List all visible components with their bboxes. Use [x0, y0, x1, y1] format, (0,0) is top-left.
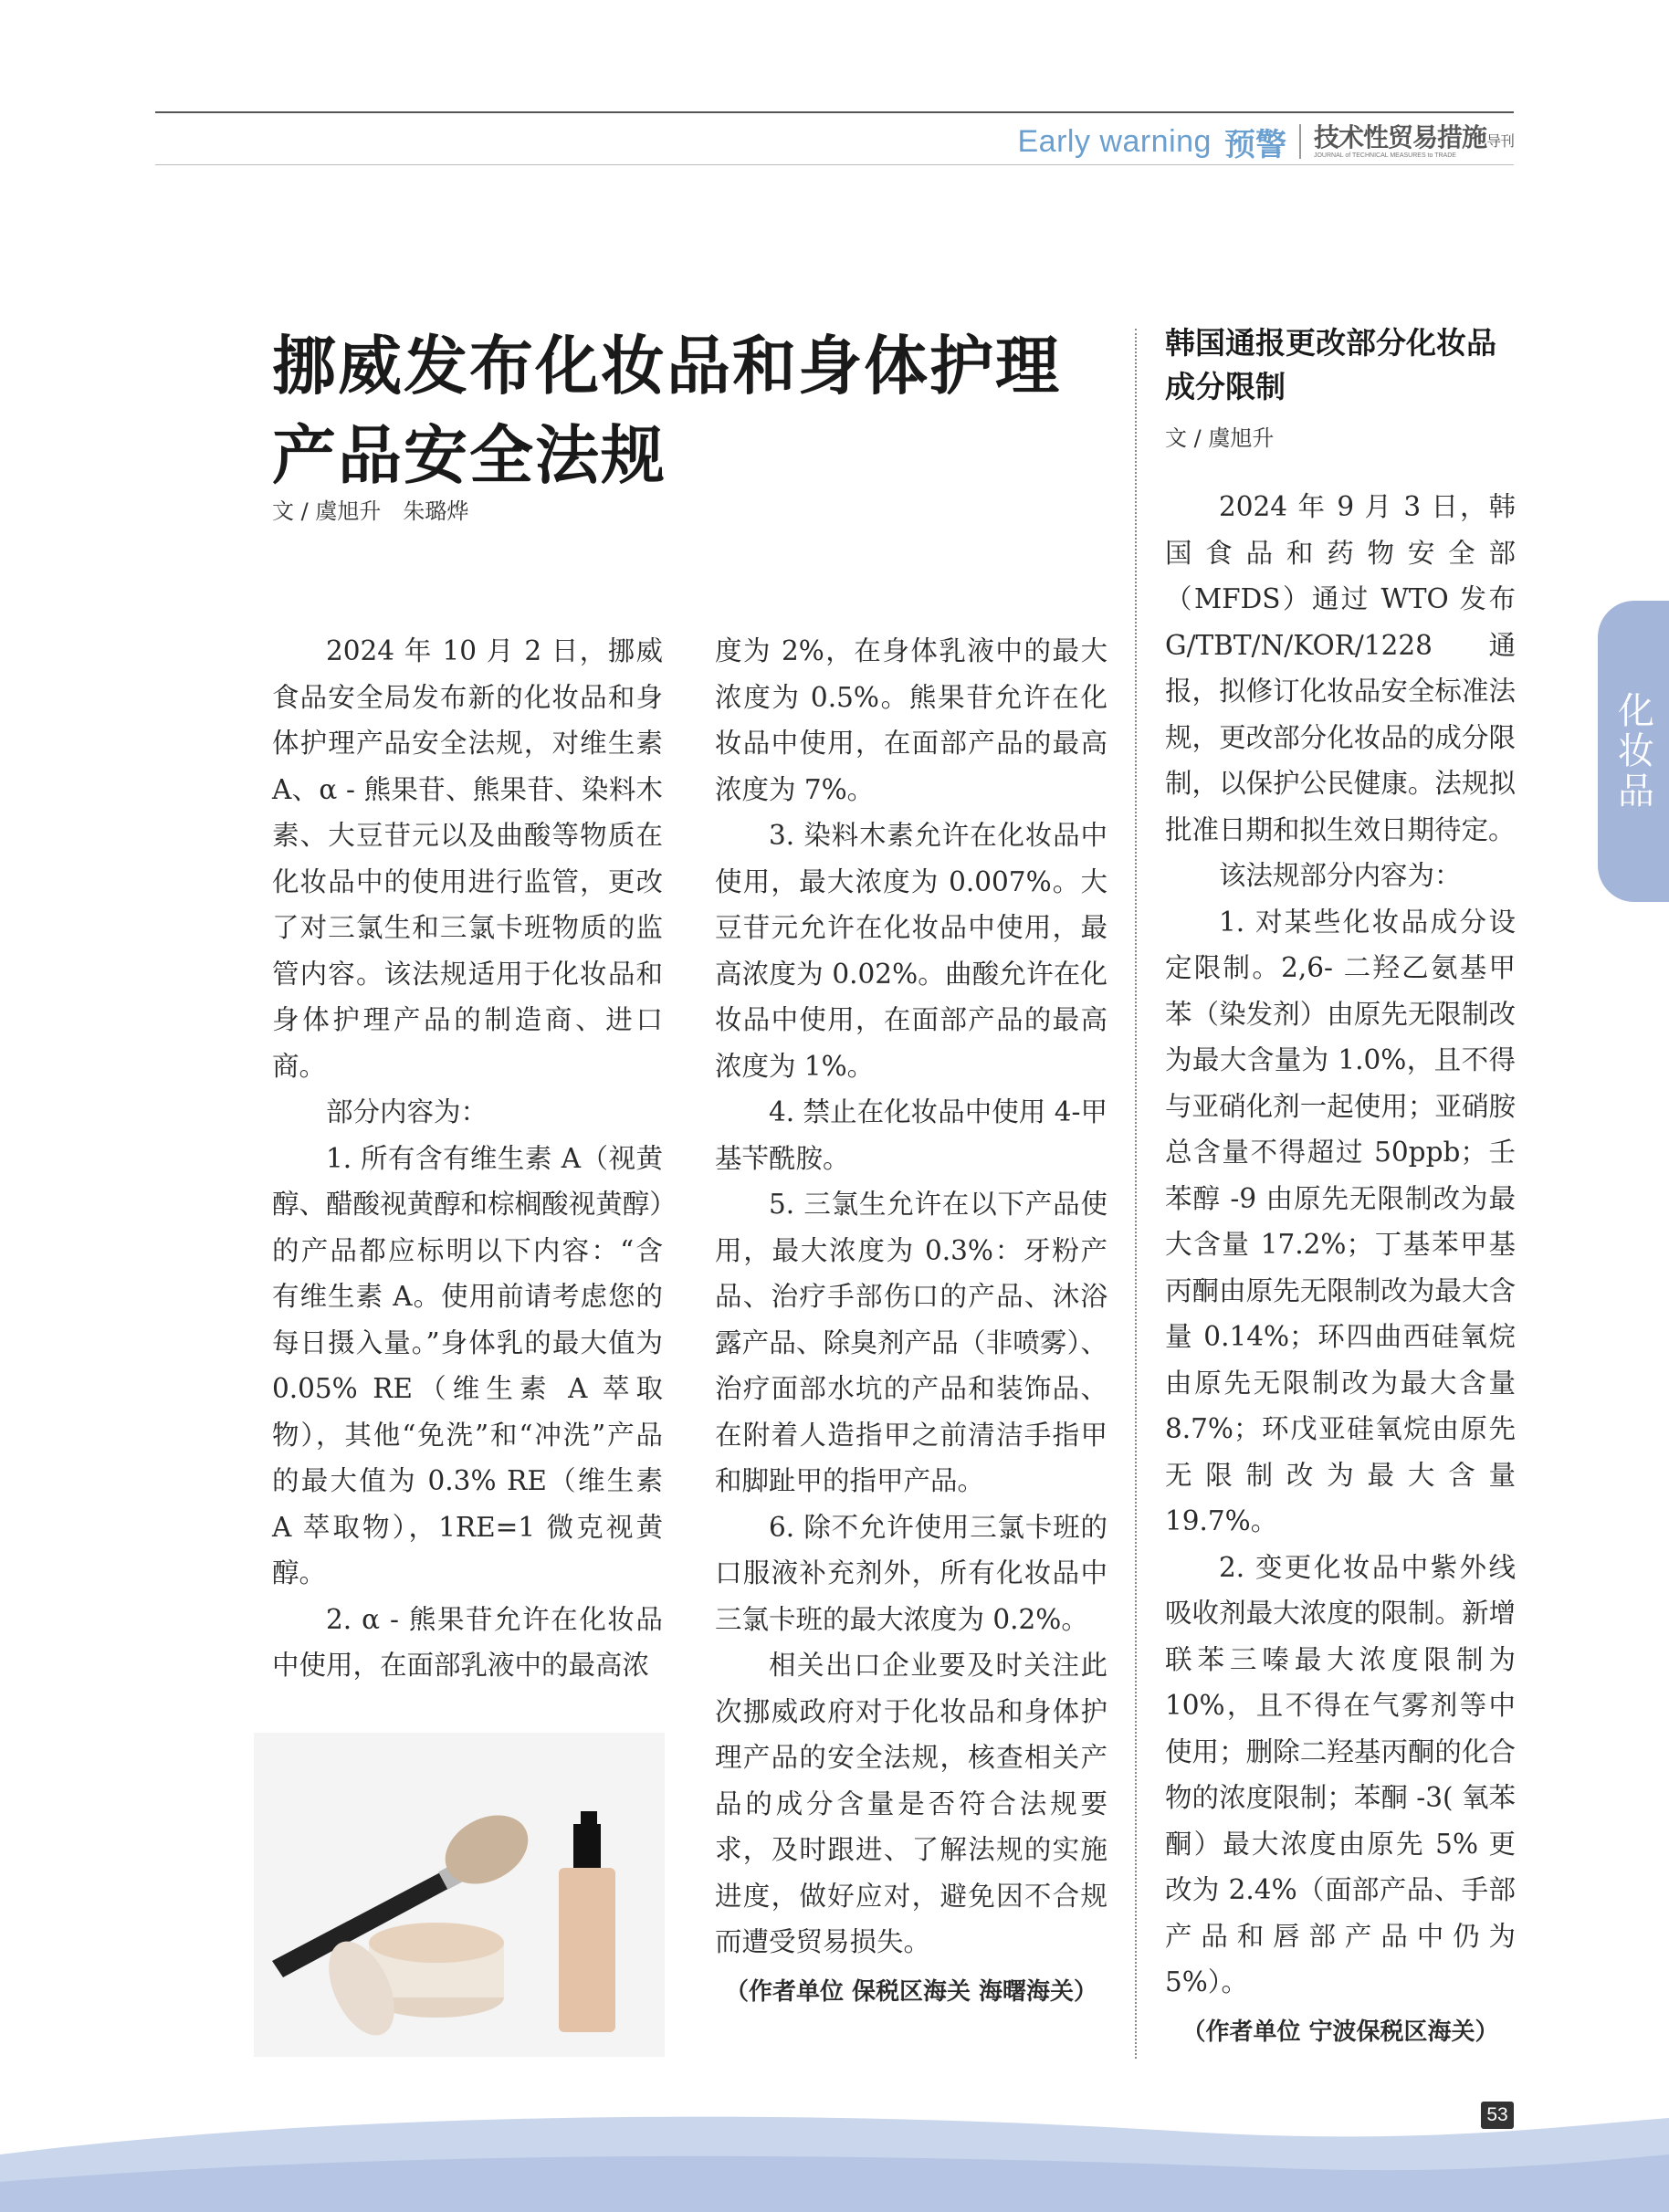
journal-suffix: 导刊: [1485, 131, 1514, 150]
journal-header: [1017, 119, 1514, 164]
paragraph: 部分内容为：: [326, 1096, 488, 1127]
paragraph: 度为 2%，在身体乳液中的最大浓度为 0.5%。熊果苷允许在化妆品中使用，在面部产品的最高浓度为 7%。: [715, 635, 1107, 805]
paragraph: 2. α - 熊果苷允许在化妆品中使用，在面部乳液中的最高浓: [272, 1603, 663, 1681]
section-tab-label: 化妆品: [1611, 691, 1654, 812]
side-article-byline: 文 / 虞旭升: [1165, 425, 1275, 451]
header-separator: [1299, 124, 1301, 159]
side-article-author-unit: （作者单位 宁波保税区海关）: [1181, 2018, 1499, 2046]
main-article-column-1: [272, 628, 663, 1689]
journal-name: 技术性贸易措施: [1313, 121, 1486, 152]
paragraph: 4. 禁止在化妆品中使用 4-甲基苄酰胺。: [715, 1096, 1107, 1174]
paragraph: 1. 所有含有维生素 A（视黄醇、醋酸视黄醇和棕榈酸视黄醇）的产品都应标明以下内容：“含有维生素 A。使用前请考虑您的每日摄入量。”身体乳的最大值为 0.05% RE（维生素 A 萃取物），其他“免洗”和“冲洗”产品的最大值为 0.3% RE（维生素 A 萃取物），1RE=1 微克视黄醇。: [272, 1142, 663, 1588]
paragraph: 2024 年 10 月 2 日，挪威食品安全局发布新的化妆品和身体护理产品安全法规，对维生素 A、α - 熊果苷、熊果苷、染料木素、大豆苷元以及曲酸等物质在化妆品中的使用进行监管，更改了对三氯生和三氯卡班物质的监管内容。该法规适用于化妆品和身体护理产品的制造商、进口商。: [272, 635, 663, 1082]
bottle-pump: [573, 1824, 601, 1868]
yujing-label: 预警: [1223, 126, 1286, 163]
paragraph: 2. 变更化妆品中紫外线吸收剂最大浓度的限制。新增联苯三嗪最大浓度限制为 10%，且不得在气雾剂等中使用；删除二羟基丙酮的化合物的浓度限制；苯酮 -3( 氧苯酮）最大浓度由原先 5% 更改为 2.4%（面部产品、手部产品和唇部产品中仍为 5%）。: [1165, 1551, 1516, 1997]
cosmetics-illustration: [254, 1733, 665, 2057]
paragraph: 相关出口企业要及时关注此次挪威政府对于化妆品和身体护理产品的安全法规，核查相关产品的成分含量是否符合法规要求，及时跟进、了解法规的实施进度，做好应对，避免因不合规而遭受贸易损失。: [715, 1650, 1107, 1957]
early-warning-label: Early warning: [1017, 123, 1212, 159]
side-article-title: 韩国通报更改部分化妆品成分限制: [1165, 325, 1496, 404]
header-underline: [155, 164, 1514, 165]
main-article-column-2: [715, 628, 1107, 2015]
main-article-byline: 文 / 虞旭升 朱璐烨: [272, 498, 469, 524]
section-tab: [1598, 601, 1669, 902]
bottle-nozzle: [581, 1811, 597, 1826]
paragraph: 5. 三氯生允许在以下产品使用，最大浓度为 0.3%：牙粉产品、治疗手部伤口的产品、沐浴露产品、除臭剂产品（非喷雾）、治疗面部水坑的产品和装饰品、在附着人造指甲之前清洁手指甲和脚趾甲的指甲产品。: [715, 1189, 1107, 1496]
journal-english-name: JOURNAL of TECHNICAL MEASURES to TRADE: [1313, 152, 1456, 159]
paragraph: 1. 对某些化妆品成分设定限制。2,6- 二羟乙氨基甲苯（染发剂）由原先无限制改为最大含量为 1.0%，且不得与亚硝化剂一起使用；亚硝胺总含量不得超过 50ppb；壬苯醇 -9 由原先无限制改为最大含量 17.2%；丁基苯甲基丙酮由原先无限制改为最大含量 0.14%；环四曲西硅氧烷由原先无限制改为最大含量 8.7%；环戊亚硅氧烷由原先无限制改为最大含量 19.7%。: [1165, 906, 1516, 1536]
jar-powder: [369, 1923, 504, 1963]
main-article-author-unit: （作者单位 保税区海关 海曙海关）: [724, 1977, 1098, 2006]
bottle-body: [559, 1868, 615, 2032]
column-divider: [1135, 329, 1137, 2059]
page-number: 53: [1481, 2102, 1514, 2129]
side-article-column: [1165, 484, 1516, 2055]
paragraph: 2024 年 9 月 3 日，韩国食品和药物安全部（MFDS）通过 WTO 发布 G/TBT/N/KOR/1228 通报，拟修订化妆品安全标准法规，更改部分化妆品的成分限制，以保护公民健康。法规拟批准日期和拟生效日期待定。: [1165, 491, 1516, 845]
cosmetics-photo: [254, 1733, 665, 2057]
footer-wave: [0, 2091, 1669, 2212]
paragraph: 该法规部分内容为：: [1219, 860, 1462, 891]
main-article-title: 挪威发布化妆品和身体护理产品安全法规: [272, 329, 1061, 493]
paragraph: 6. 除不允许使用三氯卡班的口服液补充剂外，所有化妆品中三氯卡班的最大浓度为 0.2%。: [715, 1511, 1107, 1635]
journal-logo: [1313, 121, 1514, 159]
header-rule: [155, 111, 1514, 113]
paragraph: 3. 染料木素允许在化妆品中使用，最大浓度为 0.007%。大豆苷元允许在化妆品中使用，最高浓度为 0.02%。曲酸允许在化妆品中使用，在面部产品的最高浓度为 1%。: [715, 820, 1107, 1082]
